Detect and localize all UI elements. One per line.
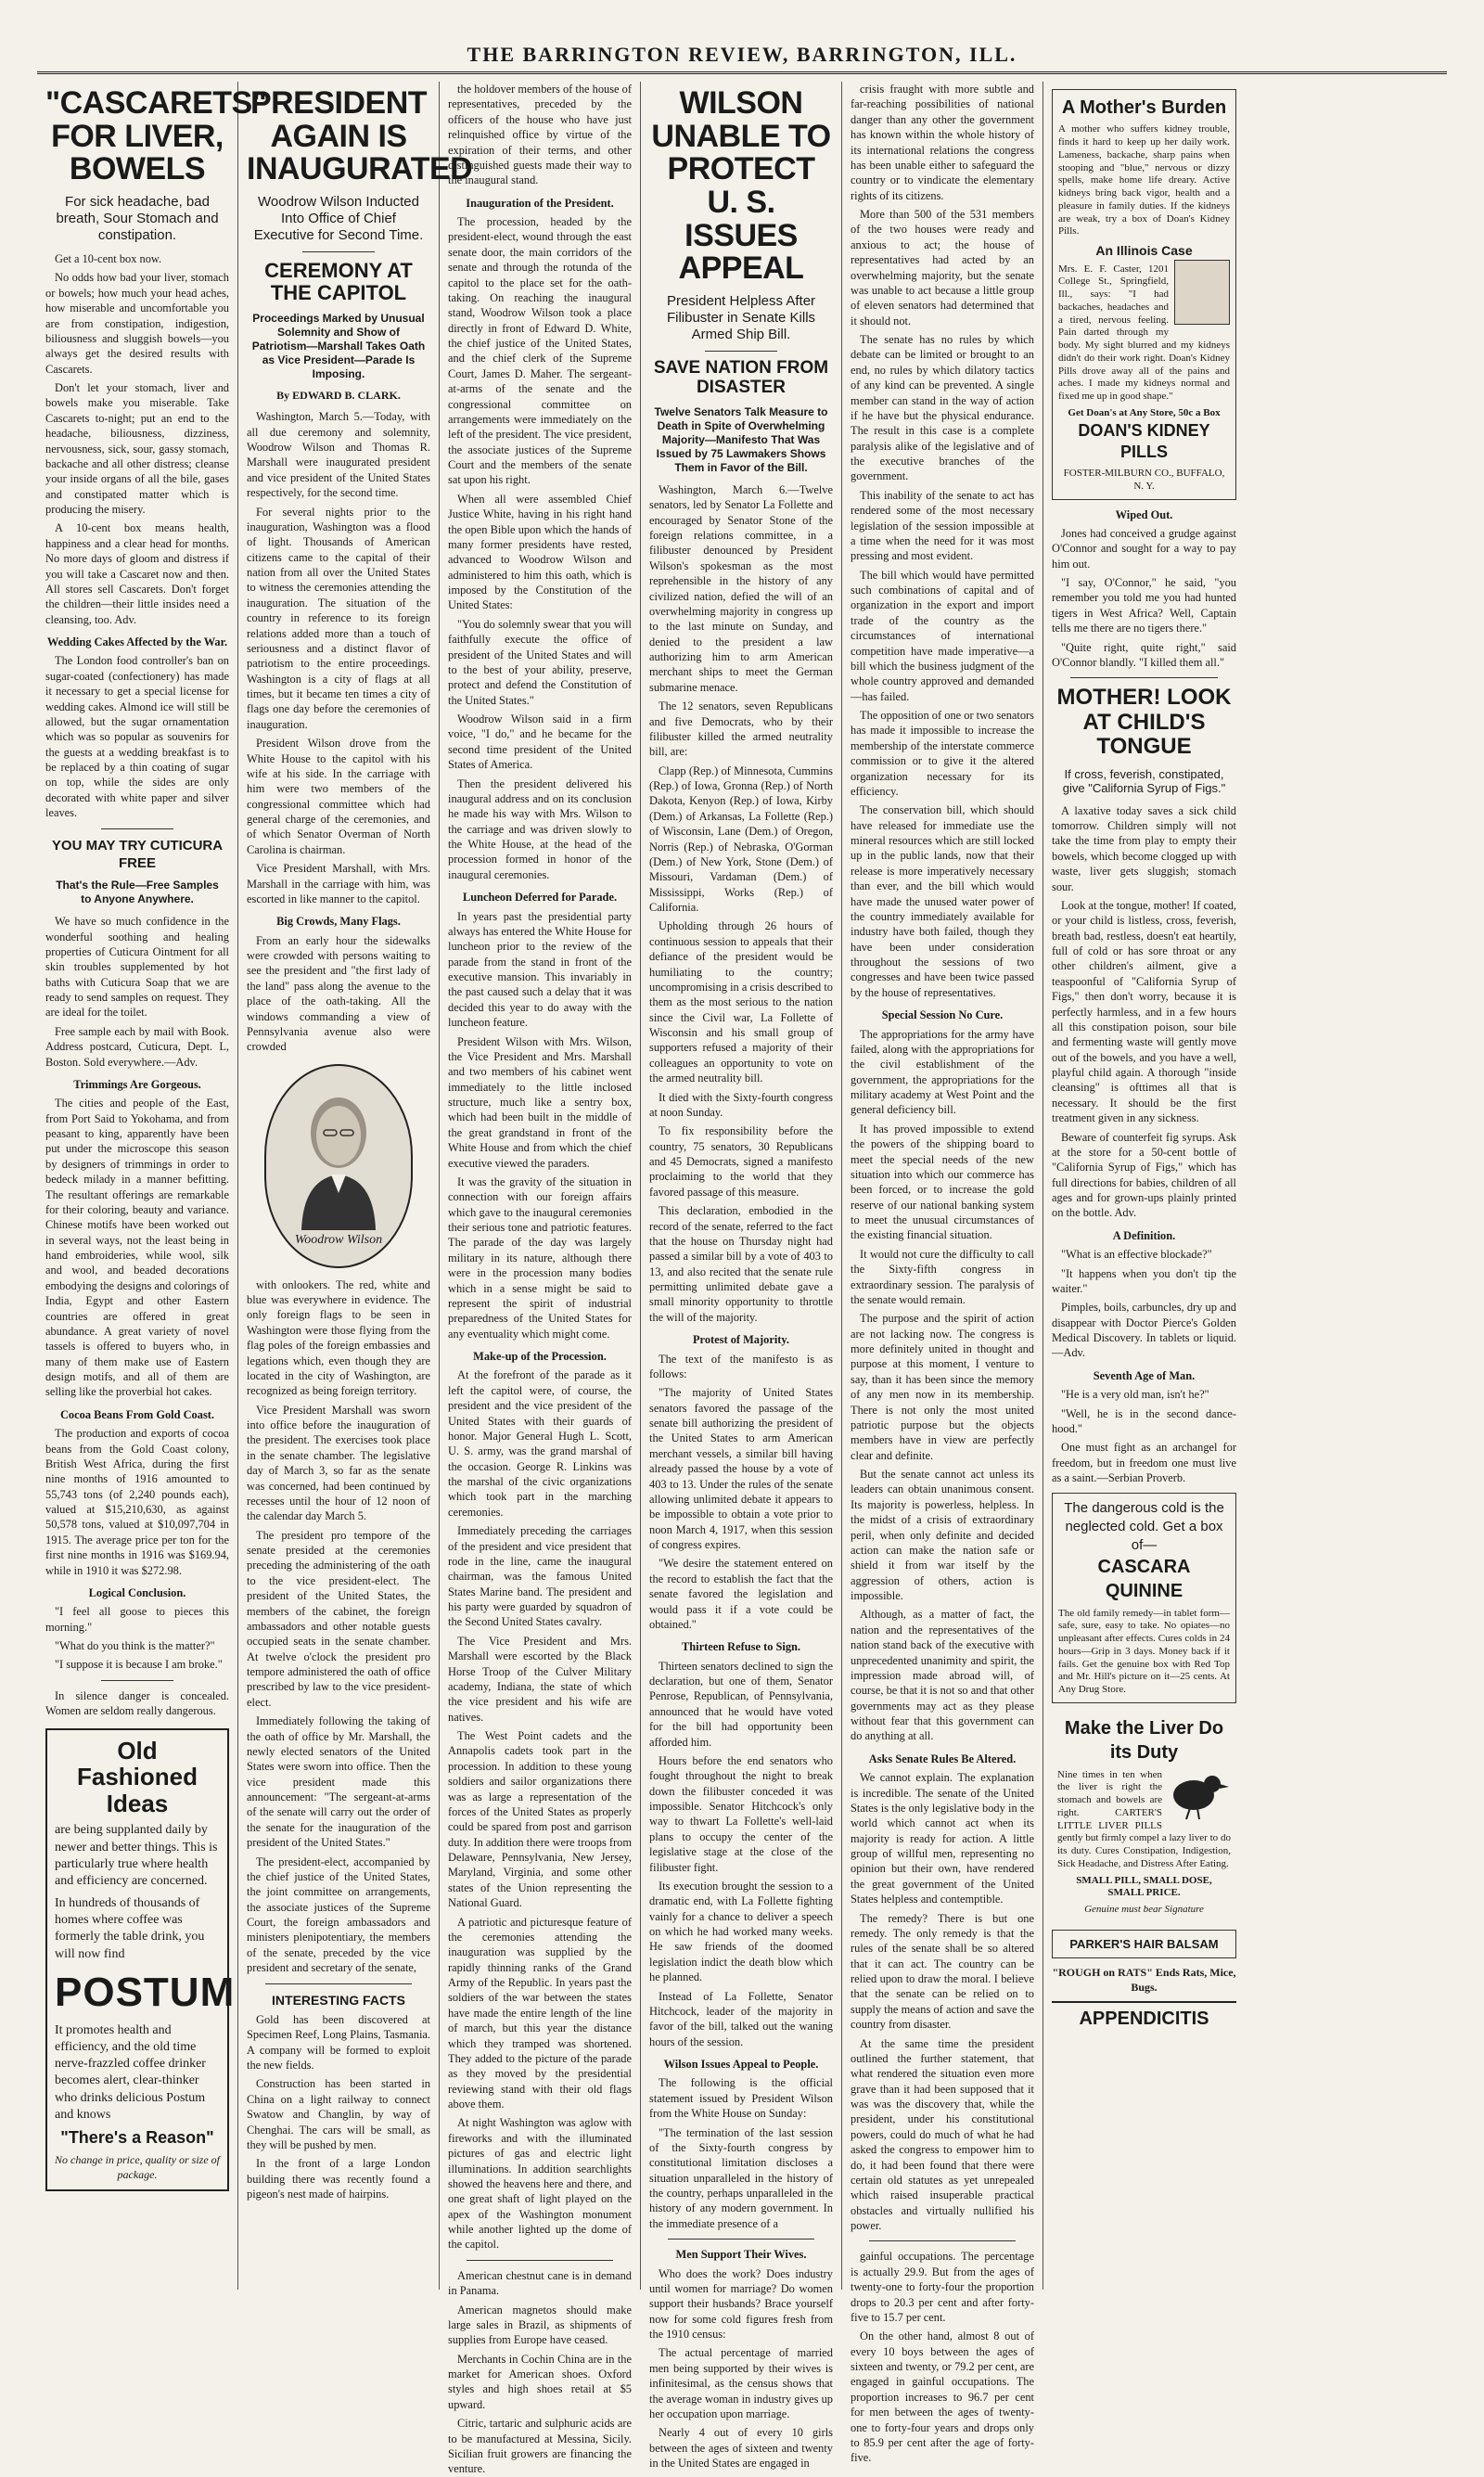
testimonial-portrait-icon bbox=[1174, 260, 1230, 325]
article-paragraph: "You do solemnly swear that you will faithfully execute the office of president of the United States and will to the best of your ability, preserve, protect and defend the Constitution of the United States." bbox=[448, 617, 632, 707]
article-paragraph: Who does the work? Does industry until women for marriage? Do women support their husbands? Brace yourself now for some cold figures fresh from the 1910 census: bbox=[649, 2266, 833, 2342]
article-paragraph: But the senate cannot act unless its leaders can obtain unanimous consent. Its majority is powerless, helpless. In the midst of a crisis of extraordinary peril, when only definite and decided action can make the nation safe or shield it from war itself by the aggression of others, action is impossible. bbox=[851, 1468, 1034, 1602]
article-paragraph: When all were assembled Chief Justice White, having in his right hand the open Bible upon which the hands of many former presidents have rested, advanced to Woodrow Wilson and administered to him this oath, which is imposed by the Constitution of the United States: bbox=[448, 492, 632, 612]
article-paragraph: "I suppose it is because I am broke." bbox=[55, 1658, 223, 1672]
divider bbox=[869, 2240, 1016, 2241]
article-paragraph: The bill which would have permitted such combinations of capital and of organization in the export and import trade of the country as the circumstances of international competition have made imperative—a bill which the business judgment of the whole country approved and demanded—has failed. bbox=[851, 568, 1034, 703]
article-paragraph: In the front of a large London building there was recently found a pigeon's nest made of hairpins. bbox=[247, 2157, 430, 2201]
divider bbox=[101, 1680, 173, 1681]
inauguration-deck: Woodrow Wilson Inducted Into Office of Chief Executive for Second Time. bbox=[253, 194, 424, 244]
byline: By EDWARD B. CLARK. bbox=[276, 389, 401, 403]
postum-ad-text: In hundreds of thousands of homes where coffee was formerly the table drink, you will now find bbox=[55, 1896, 205, 1961]
article-paragraph: gainful occupations. The percentage is actually 29.9. But from the ages of twenty-one to forty-four the proportion drops to 20.3 per cent and after forty-five to 15.7 per cent. bbox=[851, 2250, 1034, 2324]
article-paragraph: The actual percentage of married men being supported by their wives is infinitesimal, as the census shows that the average woman in industry gives up her occupation upon marriage. bbox=[649, 2346, 833, 2420]
subheading: Thirteen Refuse to Sign. bbox=[681, 1640, 801, 1654]
divider bbox=[265, 1983, 412, 1984]
article-paragraph: "I feel all goose to pieces this morning." bbox=[45, 1605, 229, 1634]
article-paragraph: The West Point cadets and the Annapolis cadets took part in the procession. In addition to these young soldiers and sailor organizations there was as large a representation of the forces of the United States as properly could be spared from post and garrison duty. In addition there were troops from Delaware, Pennsylvania, New Jersey, Maryland, Virginia, and some other states of the Union representing the National Guard. bbox=[448, 1729, 632, 1910]
article-paragraph: Gold has been discovered at Specimen Reef, Long Plains, Tasmania. A company will be formed to exploit the new fields. bbox=[247, 2012, 430, 2073]
parkers-advertisement bbox=[1052, 1930, 1236, 1958]
article-paragraph: From an early hour the sidewalks were crowded with persons waiting to see the president and "the first lady of the land" pass along the avenue to the place of the oath-taking. All the windows commanding a view of Pennsylvania avenue also were crowded bbox=[247, 933, 430, 1054]
divider bbox=[705, 351, 777, 352]
article-paragraph: At the forefront of the parade as it left the capitol were, of course, the president and the vice president of the United States with their guards of honor. Major General Hugh L. Scott, U. S. army, was the grand marshal of the occasion. George R. Linkins was the marshal of the civic organizations which took part in the marching ceremonies. bbox=[448, 1368, 632, 1519]
article-paragraph: In years past the presidential party always has entered the White House for luncheon prior to the review of the parade from the stand in front of the executive mansion. This invariably in the past caused such a delay that it was decided this year to do away with the luncheon feature. bbox=[448, 909, 632, 1030]
article-paragraph: For several nights prior to the inauguration, Washington was a flood of light. Thousands of American citizens came to the capital of their nation from all over the United States to witness the ceremonies attending the inauguration. The situation of the country in reference to its foreign relations added more than a touch of seriousness and a distinct flavor of patriotism to the entire proceedings. Washington is a city of flags at all times, but it became ten times a city of flags one day before the ceremonies of inauguration. bbox=[247, 505, 430, 731]
postum-ad-text: are being supplanted daily by newer and better things. This is particularly true where health and efficiency are concerned. bbox=[55, 1823, 218, 1888]
subheading: Cocoa Beans From Gold Coast. bbox=[59, 1407, 214, 1421]
article-paragraph: We cannot explain. The explanation is incredible. The senate of the United States is the only legislative body in the world which cannot act when its majority is ready for action. A little group of willful men, representing no opinion but their own, have rendered the great government of the United States helpless and contemptible. bbox=[851, 1771, 1034, 1906]
subheading: Protest of Majority. bbox=[692, 1333, 790, 1347]
article-paragraph: President Wilson drove from the White House to the capitol with his wife at his side. In the carriage with him were two members of the congressional committee which had general charge of the ceremonies, and of which Senator Overman of North Carolina is chairman. bbox=[247, 737, 430, 856]
cascara-ad-brand: CASCARA QUININE bbox=[1097, 1556, 1191, 1602]
article-paragraph: We have so much confidence in the wonderful soothing and healing properties of Cuticura Ointment for all skin troubles supplemented by hot baths with Cuticura Soap that we are ready to send samples on request. They are ideal for the toilet. bbox=[45, 915, 229, 1020]
postum-footnote: No change in price, quality or size of package. bbox=[55, 2152, 220, 2181]
article-paragraph: The following is the official statement issued by President Wilson from the White House on Sunday: bbox=[649, 2076, 833, 2121]
article-paragraph: "He is a very old man, isn't he?" bbox=[1061, 1388, 1209, 1402]
subheading: Luncheon Deferred for Parade. bbox=[462, 891, 618, 905]
postum-ad-title: Old Fashioned bbox=[76, 1736, 198, 1791]
article-paragraph: Although, as a matter of fact, the nation and the representatives of the nation stand back of the executive with unprecedented unanimity and spirit, the impression made abroad will, of course, be that it is not so and that other governments may act as they please without fear that this government can do anything at all. bbox=[851, 1608, 1034, 1743]
article-paragraph: "I say, O'Connor," he said, "you remember you told me you had hunted tigers in West Africa? Well, Captain tells me there are no tigers there." bbox=[1052, 576, 1236, 635]
article-paragraph: Beware of counterfeit fig syrups. Ask at the store for a 50-cent bottle of "California Syrup of Figs," which has full directions for babies, children of all ages and for grown-ups plainly printed on the bottle. Adv. bbox=[1052, 1130, 1236, 1220]
article-paragraph: The senate has no rules by which debate can be limited or brought to an end, no rules by which dilatory tactics of any kind can be prevented. A single member can stand in the way of action if he have but the physical endurance. The result in this case is a complete paralysis alike of the legislative and of the executive branches of the government. bbox=[851, 333, 1034, 483]
column-5 bbox=[842, 82, 1043, 2465]
divider bbox=[1070, 677, 1218, 678]
article-paragraph: The remedy? There is but one remedy. The only remedy is that the rules of the senate shall be so altered that it can act. The country can be relied upon to draw the moral. I believe that the senate can be relied on to supply the means of action and save the country from disaster. bbox=[851, 1911, 1034, 2032]
article-paragraph: One must fight as an archangel for freedom, but in freedom one must live as a saint.—Serbian Proverb. bbox=[1052, 1441, 1236, 1485]
divider bbox=[467, 2260, 613, 2261]
cascara-ad-title: The dangerous cold is the neglected cold. Get a box of— bbox=[1064, 1500, 1224, 1554]
wilson-unable-deck: President Helpless After Filibuster in Senate Kills Armed Ship Bill. bbox=[666, 293, 816, 343]
article-paragraph: Don't let your stomach, liver and bowels make you miserable. Take Cascarets to-night; put an end to the headache, biliousness, dizziness, nervousness, sick, sour, gassy stomach, backache and all other distress; cleanse your inside organs of all the bile, gases and constipated matter which is producing the misery. bbox=[45, 381, 229, 517]
cascara-quinine-advertisement bbox=[1052, 1493, 1236, 1702]
column-2 bbox=[238, 82, 473, 2290]
article-paragraph: Its execution brought the session to a dramatic end, with La Follette fighting vainly for a chance to deliver a speech on which he had worked many weeks. He saw friends of the doomed legislation indict the death blow which he planned. bbox=[649, 1879, 833, 1984]
subheading: Special Session No Cure. bbox=[881, 1008, 1004, 1022]
portrait-caption: Woodrow Wilson bbox=[294, 1233, 383, 1248]
doans-ad-title: A Mother's Burden bbox=[1061, 97, 1227, 118]
article-paragraph: It died with the Sixty-fourth congress at noon Sunday. bbox=[649, 1090, 833, 1119]
article-paragraph: Nearly 4 out of every 10 girls between the ages of sixteen and twenty in the United States are engaged in bbox=[649, 2426, 833, 2471]
doans-store-line: Get Doan's at Any Store, 50c a Box bbox=[1068, 406, 1221, 418]
article-paragraph: Hours before the end senators who fought throughout the night to break down the filibuster conceded it was impossible. Senator Hitchcock's only way to thwart La Follette's well-laid plans to occupy the center of the legislative stage at the close of the filibuster fight. bbox=[649, 1753, 833, 1874]
save-nation-headline: SAVE NATION FROM DISASTER bbox=[653, 358, 829, 398]
wilson-unable-headline: WILSON UNABLE TO PROTECT U. S. ISSUES APPEAL bbox=[651, 85, 831, 287]
postum-ad-text: It promotes health and efficiency, and the old time nerve-frazzled coffee drinker becomes alert, clear-thinker who drinks delicious Postum and knows bbox=[55, 2022, 206, 2122]
article-paragraph: More than 500 of the 531 members of the two houses were ready and anxious to act; the house of representatives had acted by an overwhelming majority, but the senate was unable to act because a little group of eleven senators had determined that it should not. bbox=[851, 208, 1034, 327]
carters-ad-text: Nine times in ten when the liver is right the stomach and bowels are right. CARTER'S LITTLE LIVER PILLS gently but firmly compel a lazy liver to do its duty. Cures Constipation, Indigestion, Sick Headache, and Distress After Eating. bbox=[1057, 1768, 1231, 1869]
article-paragraph: A 10-cent box means health, happiness and a clear head for months. No more days of gloom and distress if you will take a Cascaret now and then. All stores sell Cascarets. Don't forget the children—their little insides need a cleansing, too. Adv. bbox=[45, 521, 229, 626]
doans-brand: DOAN'S KIDNEY PILLS bbox=[1078, 420, 1210, 462]
article-paragraph: Pimples, boils, carbuncles, dry up and disappear with Doctor Pierce's Golden Medical Discovery. In tablets or liquid.—Adv. bbox=[1052, 1301, 1236, 1360]
subheading: A Definition. bbox=[1112, 1228, 1176, 1242]
parkers-ad-title: PARKER'S HAIR BALSAM bbox=[1069, 1936, 1219, 1951]
article-paragraph: "The termination of the last session of the Sixty-fourth congress by constitutional limitation discloses a situation unparalleled in the history of the country, perhaps unparalleled in the history of any modern government. In the immediate presence of a bbox=[649, 2125, 833, 2230]
carters-advertisement bbox=[1052, 1711, 1236, 1922]
article-paragraph: It would not cure the difficulty to call the Sixty-fifth congress in extraordinary session. The paralysis of the senate would remain. bbox=[851, 1247, 1034, 1306]
article-paragraph: The production and exports of cocoa beans from the Gold Coast colony, British West Africa, during the first nine months of 1916 amounted to 55,743 tons (of 2,240 pounds each), valued at $15,210,630, as against 50,578 tons, valued at $10,097,704 in 1915. The average price per ton for the first nine months in 1916 was $169.94, while in 1910 it was $272.98. bbox=[45, 1427, 229, 1577]
article-paragraph: Merchants in Cochin China are in the market for American shoes. Oxford styles and high shoes retail at $5 upward. bbox=[448, 2352, 632, 2411]
article-paragraph: American magnetos should make large sales in Brazil, as shipments of supplies from Europe have ceased. bbox=[448, 2303, 632, 2347]
crow-icon bbox=[1166, 1765, 1231, 1821]
cuticura-deck: That's the Rule—Free Samples to Anyone Anywhere. bbox=[56, 879, 219, 906]
article-paragraph: Washington, March 6.—Twelve senators, led by Senator La Follette and encouraged by Senator Stone of the foreign relations committee, in a filibuster denounced by President Wilson's spokesman as the most reprehensible in the history of any civilized nation, defied the will of an overwhelming majority in congress up to the last minute on Sunday, and denied to the president a law authorizing him to arm American merchant ships to meet the German submarine menace. bbox=[649, 482, 833, 694]
article-paragraph: Washington, March 5.—Today, with all due ceremony and solemnity, Woodrow Wilson and Thomas R. Marshall were inaugurated president and vice president of the United States respectively, for the second time. bbox=[247, 410, 430, 500]
article-paragraph: "What do you think is the matter?" bbox=[55, 1639, 215, 1653]
article-paragraph: The text of the manifesto is as follows: bbox=[649, 1352, 833, 1380]
article-paragraph: The cities and people of the East, from Port Said to Yokohama, and from peasant to king, apparently have been put under the microscope this season by designers of trimmings in order to bedeck milady in a manner befitting. The resultant offerings are remarkable for their coloring, beauty and variance. Chinese motifs have been worked out in several ways, not the least being in hand embroideries, while wool, silk and wool, and beaded decorations embodying the designs and colorings of India, Egypt and other Eastern countries are offered in great abundance. A great variety of novel tassels is offered to buyers who, in many of them make use of Eastern design motifs, and all of them are selling like the proverbial hot cakes. bbox=[45, 1097, 229, 1399]
rough-on-rats-ad: "ROUGH on RATS" Ends Rats, Mice, Bugs. bbox=[1052, 1966, 1236, 1994]
doans-ad-text: A mother who suffers kidney trouble, finds it hard to keep up her daily work. Lameness, backache, sharp pains when stooping and "blue," nervous or dizzy spells, make home life dreary. Active kidneys bring back vigor, health and a pleasure in family duties. If the kidneys are weak, try a box of Doan's Kidney Pills. bbox=[1058, 123, 1230, 237]
article-paragraph: Citric, tartaric and sulphuric acids are to be manufactured at Messina, Sicily. Sicilian fruit growers are financing the venture. bbox=[448, 2417, 632, 2476]
wilson-portrait-icon bbox=[283, 1082, 394, 1230]
postum-advertisement bbox=[45, 1728, 236, 2192]
divider bbox=[668, 2239, 814, 2240]
subheading: Wiped Out. bbox=[1115, 507, 1173, 521]
subheading: Big Crowds, Many Flags. bbox=[276, 915, 401, 929]
article-paragraph: The London food controller's ban on sugar-coated (confectionery) has made it necessary to get a special license for wedding cakes. Almond ice will still be allowed, but the sugar ornamentation which was so popular as souvenirs for the guests at a wedding breakfast is to be replaced by a thin coating of sugar on top, while the sides are only decorated with white paper and silver leaves. bbox=[45, 654, 229, 820]
subheading: Seventh Age of Man. bbox=[1093, 1368, 1196, 1382]
article-paragraph: Vice President Marshall was sworn into office before the inauguration of the president. The exercises took place in the senate chamber. The legislative day of March 3, so far as the senate was concerned, had been continued by recesses until the hour of 12 noon of the calendar day March 5. bbox=[247, 1403, 430, 1523]
doans-advertisement bbox=[1052, 89, 1236, 500]
article-paragraph: At night Washington was aglow with fireworks and with the illuminated pictures of gas and electric light illuminations. In addition searchlights showed the heavens here and there, and one great shaft of light played on the apex of the Washington monument while another lighted up the dome of the capitol. bbox=[448, 2116, 632, 2252]
article-paragraph: Jones had conceived a grudge against O'Connor and sought for a way to pay him out. bbox=[1052, 526, 1236, 571]
article-paragraph: "Quite right, quite right," said O'Connor blandly. "I killed them all." bbox=[1052, 640, 1236, 669]
subheading: Trimmings Are Gorgeous. bbox=[73, 1077, 201, 1091]
subheading: Make-up of the Procession. bbox=[473, 1350, 607, 1363]
newspaper-page bbox=[37, 82, 1447, 2476]
divider bbox=[101, 828, 173, 829]
article-paragraph: It has proved impossible to extend the powers of the shipping board to meet the special needs of the new situation into which our commerce has been forced, or to increase the gold reserve of our national banking system to meet the unusual circumstances of the existing financial situation. bbox=[851, 1122, 1034, 1242]
postum-slogan: "There's a Reason" bbox=[60, 2127, 214, 2147]
wilson-portrait bbox=[264, 1064, 413, 1268]
article-paragraph: Get a 10-cent box now. bbox=[55, 252, 162, 266]
cuticura-headline: YOU MAY TRY CUTICURA FREE bbox=[51, 837, 224, 872]
article-paragraph: The purpose and the spirit of action are not lacking now. The congress is more definitely united in thought and purpose at this moment, I venture to say, than it has been since the memory of any men now in its membership. There is not only the most united patriotic purpose but the objects members have in view are perfectly clear and definite. bbox=[851, 1312, 1034, 1462]
ceremony-deck: Proceedings Marked by Unusual Solemnity and Show of Patriotism—Marshall Takes Oath as Vice President—Parade Is Imposing. bbox=[251, 312, 426, 381]
article-paragraph: The Vice President and Mrs. Marshall were escorted by the Black Horse Troop of the Culver Military academy, Indiana, the state of which the vice president and his wife are natives. bbox=[448, 1634, 632, 1724]
ceremony-headline: CEREMONY AT THE CAPITOL bbox=[264, 259, 413, 305]
article-paragraph: Then the president delivered his inaugural address and on its conclusion he made his way with Mrs. Wilson to the carriage and was driven slowly to the White House, at the head of the procession formed in honor of the inaugural ceremonies. bbox=[448, 776, 632, 881]
column-3 bbox=[440, 82, 641, 2476]
carters-slogan: SMALL PILL, SMALL DOSE, SMALL PRICE. bbox=[1076, 1874, 1212, 1899]
article-paragraph: On the other hand, almost 8 out of every 10 boys between the ages of sixteen and twenty, or 79.2 per cent, are engaged in gainful occupations. The proportion increases to 96.7 per cent for men between the ages of twenty-one to forty-four years and drops only to 85.9 per cent after the age of forty-five. bbox=[851, 2329, 1034, 2465]
article-paragraph: Clapp (Rep.) of Minnesota, Cummins (Rep.) of Iowa, Gronna (Rep.) of North Dakota, Kenyon (Rep.) of Iowa, Kirby (Dem.) of Arkansas, La Follette (Rep.) of Wisconsin, Lane (Dem.) of Oregon, Norris (Rep.) of Nebraska, O'Gorman (Dem.) of New York, Stone (Dem.) of Missouri, Vardaman (Dem.) of Mississippi, Works (Rep.) of California. bbox=[649, 764, 833, 915]
article-paragraph: At the same time the president outlined the further statement, that what rendered the situation even more grave than it had been supposed that it was was the discovery that, while the president, under his constitutional powers, could do much of what he had asked the congress to empower him to do, it had been found that there were certain old statutes as yet unrepealed which raised insuperable practical obstacles and virtually nullified his power. bbox=[851, 2036, 1034, 2232]
article-paragraph: crisis fraught with more subtle and far-reaching possibilities of national danger than any other the government has known within the whole history of its international relations the congress has been unable either to safeguard the country or to vindicate the elementary rights of its citizens. bbox=[851, 83, 1034, 202]
postum-brand: POSTUM bbox=[55, 1969, 236, 2015]
postum-ad-title-2: Ideas bbox=[106, 1789, 169, 1817]
article-paragraph: "It happens when you don't tip the waiter." bbox=[1052, 1266, 1236, 1295]
article-paragraph: The president pro tempore of the senate presided at the ceremonies preceding the administering of the oath to the vice president-elect. The president of the United States, the members of the cabinet, the foreign ambassadors and other notable guests occupied seats in the senate chamber. At twelve o'clock the president pro tempore administered the oath of office prescribed by law to the vice president-elect. bbox=[247, 1528, 430, 1709]
syrup-of-figs-deck: If cross, feverish, constipated, give "California Syrup of Figs." bbox=[1062, 766, 1226, 796]
article-paragraph: This declaration, embodied in the record of the senate, referred to the fact that the house on Thursday night had passed a similar bill by a vote of 403 to 13, and also recited that the senate rule permitting unlimited debate gave a small minority opportunity to throttle the will of the majority. bbox=[649, 1204, 833, 1324]
doans-case-title: An Illinois Case bbox=[1095, 243, 1193, 259]
article-paragraph: with onlookers. The red, white and blue was everywhere in evidence. The only foreign flags to be seen in Washington were those flying from the flag poles of the foreign embassies and legations which, even though they are located in the city of Washington, are recognized as being foreign territory. bbox=[247, 1277, 430, 1398]
article-paragraph: The conservation bill, which should have released for immediate use the mineral resources which are still locked up in the public lands, now that their release is more imperatively necessary than ever, and the bill which would have made the unused water power of the country immediately available for industry have both failed, though they have been under consideration throughout the sessions of two congresses and have been twice passed by the house of representatives. bbox=[851, 803, 1034, 999]
article-paragraph: The procession, headed by the president-elect, wound through the east senate door, the main corridors of the senate and through the rotunda of the capitol to the place set for the oath-taking. On reaching the inaugural stand, Woodrow Wilson took a place directly in front of Edward D. White, the chief justice of the United States, and the chief clerk of the Supreme Court, James D. Maher. The sergeant-at-arms of the senate and the congressional committee on arrangements were immediately on the left of the president. The vice president, the associate justices of the Supreme Court and the members of the senate sat upon his right. bbox=[448, 215, 632, 487]
doans-testimony: Mrs. E. F. Caster, 1201 College St., Springfield, Ill., says: "I had backaches, headaches and a tired, nervous feeling. Pain darted through my body. My sight blurred and my kidneys didn't do their work right. Doan's Kidney Pills drove away all of the pains and aches. I made my kidneys normal and fixed me up in good shape." bbox=[1058, 263, 1230, 403]
article-paragraph: Free sample each by mail with Book. Address postcard, Cuticura, Dept. L, Boston. Sold everywhere.—Adv. bbox=[45, 1024, 229, 1069]
article-paragraph: Vice President Marshall, with Mrs. Marshall in the carriage with him, was escorted in like manner to the capitol. bbox=[247, 862, 430, 905]
masthead: THE BARRINGTON REVIEW, BARRINGTON, ILL. bbox=[37, 37, 1447, 74]
column-1 bbox=[37, 82, 267, 2290]
article-paragraph: Thirteen senators declined to sign the declaration, but one of them, Senator Penrose, Republican, of Pennsylvania, announced that he would have voted for the bill had opportunity been afforded him. bbox=[649, 1659, 833, 1749]
column-6 bbox=[1043, 82, 1245, 2290]
subheading: Wilson Issues Appeal to People. bbox=[663, 2058, 819, 2072]
syrup-of-figs-headline: MOTHER! LOOK AT CHILD'S TONGUE bbox=[1056, 685, 1232, 760]
subheading: Wedding Cakes Affected by the War. bbox=[46, 635, 228, 649]
save-nation-deck: Twelve Senators Talk Measure to Death in Spite of Overwhelming Majority—Manifesto That Was Issued by 75 Lawmakers Shows Them in Favor of the Bill. bbox=[654, 404, 828, 474]
inauguration-headline: PRESIDENT AGAIN IS INAUGURATED bbox=[247, 85, 473, 187]
cascara-ad-text: The old family remedy—in tablet form—safe, sure, easy to take. No opiates—no unpleasant after effects. Cures colds in 24 hours—Grip in 3 days. Money back if it fails. Get the genuine box with Red Top and Mr. Hill's picture on it—25 cents. At Any Drug Store. bbox=[1058, 1607, 1230, 1696]
article-paragraph: President Wilson with Mrs. Wilson, the Vice President and Mrs. Marshall and two members of his cabinet went immediately to the little inclosed structure, much like a sentry box, which had been built in the middle of the great grandstand in front of the White House and from which the chief executive viewed the paraders. bbox=[448, 1034, 632, 1170]
article-paragraph: Look at the tongue, mother! If coated, or your child is listless, cross, feverish, breath bad, restless, doesn't eat heartily, full of cold or has sore throat or any other children's ailment, give a teaspoonful of "California Syrup of Figs," then don't worry, because it is perfectly harmless, and in a few hours all this constipation poison, sour bile and fermenting waste will gently move out of the bowels, and you have a well, playful child again. A thorough "inside cleansing" is ofttimes all that is necessary. It should be the first treatment given in any sickness. bbox=[1052, 898, 1236, 1125]
article-paragraph: The opposition of one or two senators has made it impossible to increase the membership of the interstate commerce commission or to give it the altered organization necessary for its efficiency. bbox=[851, 709, 1034, 798]
article-paragraph: Immediately following the taking of the oath of office by Mr. Marshall, the newly elected senators of the United States were sworn into office. Then the vice president made this announcement: "The sergeant-at-arms of the senate will carry out the order of the senate for the inauguration of the president of the United States." bbox=[247, 1714, 430, 1850]
subheading: Men Support Their Wives. bbox=[675, 2248, 807, 2262]
article-paragraph: Construction has been started in China on a light railway to connect Swatow and Changlin, by way of Chenghai. The cars will be small, as they will be pushed by men. bbox=[247, 2077, 430, 2151]
article-paragraph: "What is an effective blockade?" bbox=[1061, 1248, 1212, 1262]
article-paragraph: It was the gravity of the situation in connection with our foreign affairs which gave to the inaugural ceremonies their serious tone and patriotic features. The parade of the day was largely military in its nature, although there were in the procession many bodies which in a sense might be said to represent the spirit of industrial preparedness of the United States for any eventuality which might come. bbox=[448, 1174, 632, 1341]
article-paragraph: To fix responsibility before the country, 75 senators, 30 Republicans and 45 Democrats, signed a manifesto proclaiming to the world that they favored passage of this measure. bbox=[649, 1124, 833, 1199]
carters-ad-title: Make the Liver Do its Duty bbox=[1064, 1717, 1224, 1764]
article-paragraph: No odds how bad your liver, stomach or bowels; how much your head aches, how miserable and uncomfortable you are from constipation, indigestion, biliousness and sluggish bowels—you always get the desired results with Cascarets. bbox=[45, 271, 229, 376]
article-paragraph: Instead of La Follette, Senator Hitchcock, leader of the majority in favor of the bill, talked out the waning hours of the session. bbox=[649, 1989, 833, 2048]
subheading: Inauguration of the President. bbox=[466, 196, 614, 210]
article-paragraph: "Well, he is in the second dance-hood." bbox=[1052, 1406, 1236, 1435]
article-paragraph: This inability of the senate to act has rendered some of the most necessary legislation of the session impossible at a time when the need for it was most pressing and most evident. bbox=[851, 488, 1034, 563]
subheading: Asks Senate Rules Be Altered. bbox=[868, 1752, 1017, 1765]
article-paragraph: Immediately preceding the carriages of the president and vice president that rode in the line, came the inaugural chairman, was the famous United States Marine band. The president and his party were guarded by squadron of the Second United States cavalry. bbox=[448, 1524, 632, 1629]
article-paragraph: "We desire the statement entered on the record to establish the fact that the senate favored the legislation and would pass it if a vote could be obtained." bbox=[649, 1557, 833, 1631]
article-paragraph: A patriotic and picturesque feature of the ceremonies attending the inauguration was supplied by the rapidly thinning ranks of the Grand Army of the Republic. In years past the soldiers of the war between the states have made the entire length of the line of march, but this year the distance which they tramped was shortened. They added to the picture of the parade as they moved by the presidential reviewing stand with their old flags above them. bbox=[448, 1915, 632, 2111]
column-4 bbox=[641, 82, 842, 2471]
cascarets-headline: "CASCARETS" FOR LIVER, BOWELS bbox=[45, 85, 267, 187]
doans-maker: FOSTER-MILBURN CO., BUFFALO, N. Y. bbox=[1063, 468, 1225, 492]
article-paragraph: the holdover members of the house of representatives, preceded by the officers of the house who have just relinquished office by virtue of the expiration of their terms, and other distinguished guests made their way to the inaugural stand. bbox=[448, 83, 632, 187]
article-paragraph: Upholding through 26 hours of continuous session to appeals that their defiance of the president would be humiliating to the country; uncompromising in a crisis described to them as the most serious to the nation since the Civil war, La Follette of Wisconsin and his small group of supporters refused a majority of their colleagues an opportunity to vote on the armed neutrality bill. bbox=[649, 919, 833, 1085]
article-paragraph: In silence danger is concealed. Women are seldom really dangerous. bbox=[45, 1688, 229, 1718]
article-paragraph: The appropriations for the army have failed, along with the appropriations for the civil establishment of the government, the appropriations for the military academy at West Point and the general deficiency bill. bbox=[851, 1027, 1034, 1117]
article-paragraph: Woodrow Wilson said in a firm voice, "I do," and he became for the second time president of the United States of America. bbox=[448, 712, 632, 772]
carters-signature-line: Genuine must bear Signature bbox=[1084, 1904, 1204, 1916]
article-paragraph: A laxative today saves a sick child tomorrow. Children simply will not take the time from play to empty their bowels, which become clogged up with waste, liver gets sluggish; stomach sour. bbox=[1052, 803, 1236, 893]
article-paragraph: The 12 senators, seven Republicans and five Democrats, who by their filibuster killed the armed neutrality bill, are: bbox=[649, 699, 833, 759]
subheading: Logical Conclusion. bbox=[88, 1585, 186, 1599]
cascarets-deck: For sick headache, bad breath, Sour Stomach and constipation. bbox=[56, 194, 219, 244]
article-paragraph: "The majority of United States senators favored the passage of the senate bill authorizing the president of the United States to arm American merchant vessels, a similar bill having already passed the house by a vote of 403 to 13. Under the rules of the senate allowing unlimited debate it appears to be impossible to obtain a vote prior to noon March 4, 1917, when this session of congress expires. bbox=[649, 1386, 833, 1552]
divider bbox=[302, 251, 375, 252]
interesting-facts-heading: INTERESTING FACTS bbox=[272, 1992, 405, 2008]
appendicitis-ad: APPENDICITIS bbox=[1052, 2001, 1236, 2031]
article-paragraph: The president-elect, accompanied by the chief justice of the United States, the joint committee on arrangements, the associate justices of the Supreme Court, the foreign ambassadors and ministers plenipotentiary, the members of the senate, preceded by the vice president and secretary of the senate, bbox=[247, 1855, 430, 1975]
article-paragraph: American chestnut cane is in demand in Panama. bbox=[448, 2268, 632, 2298]
